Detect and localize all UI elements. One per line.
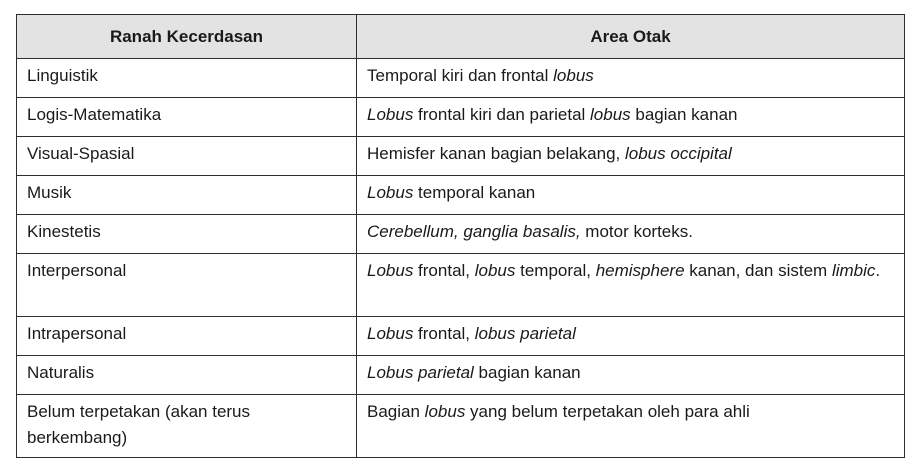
table-row: [17, 356, 905, 395]
brain-area-cell: [357, 317, 905, 356]
intelligence-cell: Kinestetis: [17, 215, 357, 254]
intelligence-cell: Belum terpetakan (akan terus berkembang): [17, 395, 357, 458]
italic-term: lobus: [590, 105, 631, 124]
intelligence-cell: Interpersonal: [17, 254, 357, 317]
brain-area-cell: [357, 59, 905, 98]
table-row: [17, 59, 905, 98]
italic-term: lobus: [424, 402, 466, 421]
brain-area-cell: [357, 176, 905, 215]
header-intelligence-domain: Ranah Kecerdasan: [17, 15, 357, 59]
italic-term: lobus: [474, 261, 516, 280]
text-run: Bagian: [367, 402, 425, 421]
intelligence-cell: Intrapersonal: [17, 317, 357, 356]
text-run: Hemisfer kanan bagian belakang,: [367, 144, 625, 163]
text-run: yang belum terpetakan oleh para ahli: [465, 402, 750, 421]
table-row: [17, 176, 905, 215]
text-run: frontal,: [413, 324, 475, 343]
brain-area-cell: [357, 254, 905, 317]
table-row: [17, 98, 905, 137]
text-run: frontal kiri dan parietal: [413, 105, 591, 124]
header-brain-area: Area Otak: [357, 15, 905, 59]
italic-term: Lobus: [367, 324, 414, 343]
brain-area-cell: [357, 137, 905, 176]
table-row: [17, 317, 905, 356]
italic-term: Lobus: [367, 261, 414, 280]
text-run: bagian kanan: [473, 363, 581, 382]
text-run: temporal,: [515, 261, 596, 280]
italic-term: lobus occipital: [625, 144, 732, 163]
intelligence-cell: Naturalis: [17, 356, 357, 395]
table-row: [17, 254, 905, 317]
table-header-row: [17, 15, 905, 59]
brain-area-cell: [357, 98, 905, 137]
italic-term: Lobus: [367, 105, 414, 124]
text-run: kanan, dan sistem: [684, 261, 832, 280]
intelligence-cell: Musik: [17, 176, 357, 215]
italic-term: lobus parietal: [474, 324, 576, 343]
italic-term: Cerebellum, ganglia basalis,: [367, 222, 581, 241]
text-run: .: [875, 261, 881, 280]
text-run: temporal kanan: [413, 183, 536, 202]
italic-term: limbic: [831, 261, 876, 280]
intelligence-brain-area-table: [16, 14, 905, 458]
text-run: bagian kanan: [630, 105, 738, 124]
table-row: [17, 395, 905, 458]
intelligence-cell: Linguistik: [17, 59, 357, 98]
text-run: Temporal kiri dan frontal: [367, 66, 554, 85]
brain-area-cell: [357, 215, 905, 254]
text-run: frontal,: [413, 261, 475, 280]
italic-term: Lobus: [367, 183, 414, 202]
brain-area-cell: [357, 356, 905, 395]
table-row: [17, 137, 905, 176]
table-row: [17, 215, 905, 254]
text-run: motor korteks.: [580, 222, 693, 241]
intelligence-cell: Visual-Spasial: [17, 137, 357, 176]
brain-area-cell: [357, 395, 905, 458]
italic-term: Lobus parietal: [367, 363, 474, 382]
italic-term: hemisphere: [595, 261, 685, 280]
intelligence-cell: Logis-Matematika: [17, 98, 357, 137]
italic-term: lobus: [553, 66, 594, 85]
